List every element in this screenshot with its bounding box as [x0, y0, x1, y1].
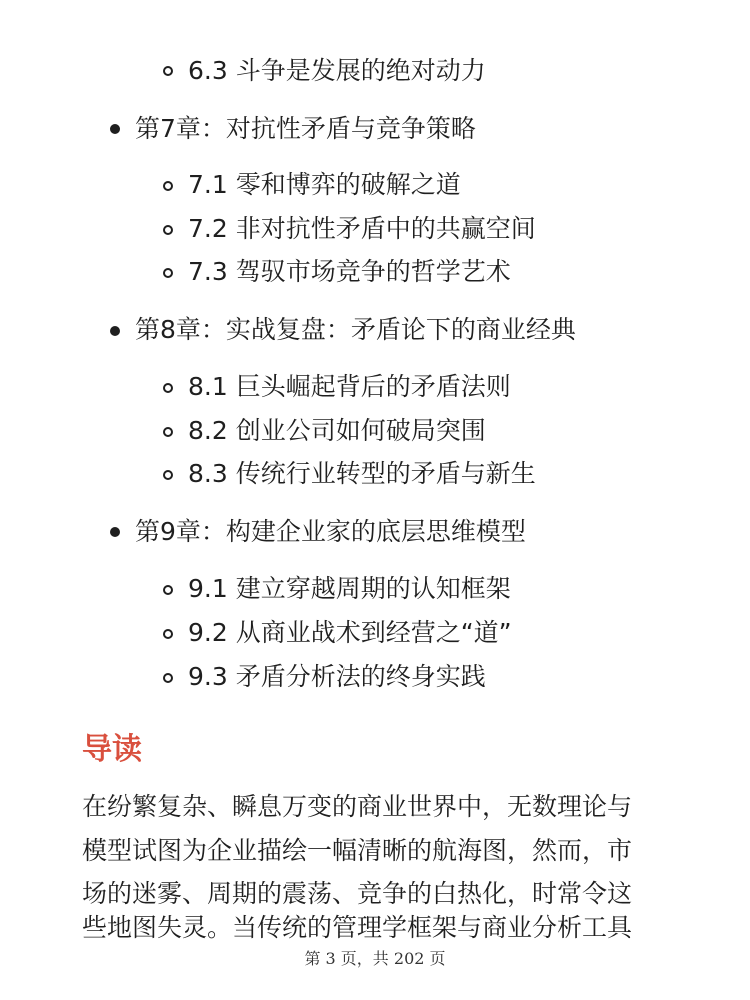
toc-chapter-8[interactable]: 第8章：实战复盘：矛盾论下的商业经典 — [135, 315, 576, 344]
intro-heading: 导读 — [82, 732, 142, 767]
toc-section-7-1[interactable]: 7.1 零和博弈的破解之道 — [188, 170, 461, 199]
toc-section-6-3[interactable]: 6.3 斗争是发展的绝对动力 — [188, 56, 486, 85]
intro-paragraph-line: 些地图失灵。当传统的管理学框架与商业分析工具 — [82, 913, 633, 942]
disc-bullet-icon — [110, 527, 120, 537]
toc-section-7-2[interactable]: 7.2 非对抗性矛盾中的共赢空间 — [188, 214, 536, 243]
circle-bullet-icon — [163, 427, 173, 437]
circle-bullet-icon — [163, 181, 173, 191]
circle-bullet-icon — [163, 629, 173, 639]
intro-paragraph-line: 场的迷雾、周期的震荡、竞争的白热化，时常令这 — [82, 879, 633, 908]
toc-chapter-9[interactable]: 第9章：构建企业家的底层思维模型 — [135, 517, 526, 546]
circle-bullet-icon — [163, 268, 173, 278]
circle-bullet-icon — [163, 673, 173, 683]
page-footer: 第 3 页，共 202 页 — [304, 949, 446, 968]
toc-section-8-3[interactable]: 8.3 传统行业转型的矛盾与新生 — [188, 459, 536, 488]
toc-section-9-1[interactable]: 9.1 建立穿越周期的认知框架 — [188, 574, 511, 603]
toc-section-9-3[interactable]: 9.3 矛盾分析法的终身实践 — [188, 662, 486, 691]
circle-bullet-icon — [163, 383, 173, 393]
circle-bullet-icon — [163, 66, 173, 76]
disc-bullet-icon — [110, 326, 120, 336]
circle-bullet-icon — [163, 225, 173, 235]
circle-bullet-icon — [163, 585, 173, 595]
intro-paragraph-line: 在纷繁复杂、瞬息万变的商业世界中，无数理论与 — [82, 792, 633, 821]
disc-bullet-icon — [110, 124, 120, 134]
toc-chapter-7[interactable]: 第7章：对抗性矛盾与竞争策略 — [135, 114, 476, 143]
toc-section-8-2[interactable]: 8.2 创业公司如何破局突围 — [188, 416, 486, 445]
intro-paragraph-line: 模型试图为企业描绘一幅清晰的航海图，然而，市 — [82, 836, 633, 865]
toc-section-9-2[interactable]: 9.2 从商业战术到经营之“道” — [188, 618, 512, 647]
toc-section-8-1[interactable]: 8.1 巨头崛起背后的矛盾法则 — [188, 372, 511, 401]
circle-bullet-icon — [163, 470, 173, 480]
toc-section-7-3[interactable]: 7.3 驾驭市场竞争的哲学艺术 — [188, 257, 511, 286]
